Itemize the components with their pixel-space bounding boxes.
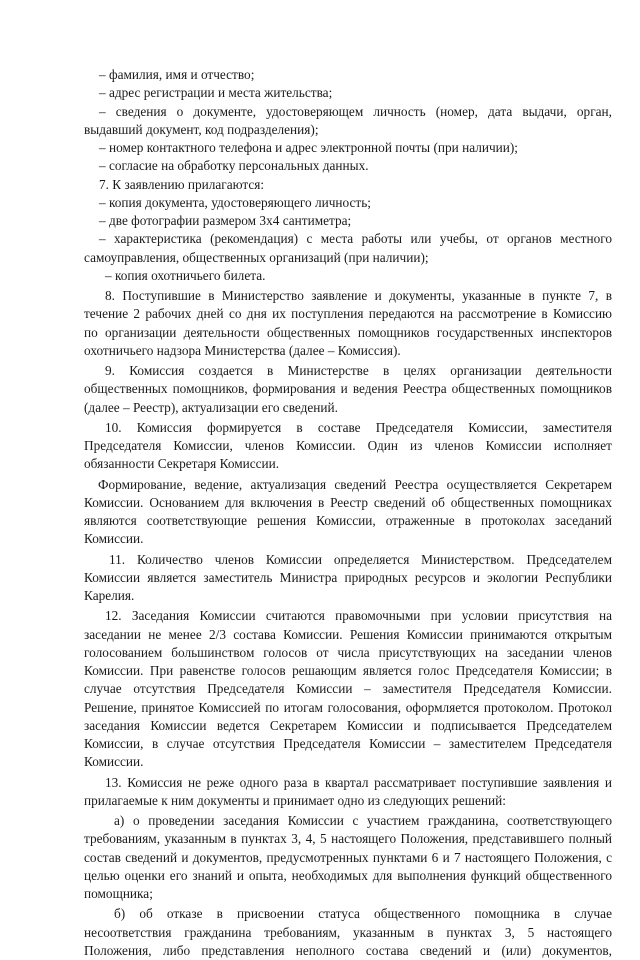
subitem-b-line: Положения, либо представления неполного состава сведений и (или) документов, [84, 942, 612, 958]
subitem-a-line: состав сведений и документов, предусмотренных пунктами 6 и 7 настоящего Положения, с [84, 849, 612, 865]
paragraph-8-line: по организации деятельности общественных помощников государственных инспекторов [84, 324, 612, 340]
subitem-a-line: требованиям, указанным в пунктах 3, 4, 5 настоящего Положения, представившего полный [84, 831, 612, 847]
paragraph-8-line: охотничьего надзора Министерства (далее – Комиссия). [84, 342, 401, 358]
subitem-b-line: несоответствия гражданина требованиям, указанным в пунктах 3, 5 настоящего [84, 924, 612, 940]
subitem-a-line: а) о проведении заседания Комиссии с участием гражданина, соответствующего [114, 813, 612, 828]
subitem-b-line: б) об отказе в присвоении статуса общественного помощника в случае [114, 906, 612, 922]
section-heading: 7. К заявлению прилагаются: [99, 176, 265, 192]
paragraph-12-line: заседании не менее 2/3 состава Комиссии. Решения Комиссии принимаются открытым [84, 626, 612, 642]
paragraph-8-line: течение 2 рабочих дней со дня их поступления передаются на рассмотрение в Комиссию [84, 306, 612, 322]
paragraph-12-line: Комиссии. При равенстве голосов решающим является голос Председателя Комиссии; в [84, 663, 612, 678]
paragraph-11-line: 11. Количество членов Комиссии определяется Министерством. Председателем [109, 551, 612, 567]
paragraph-12-line: 12. Заседания Комиссии считаются правомочными при условии присутствия на [105, 608, 612, 624]
list-item: – фамилия, имя и отчество; [99, 67, 255, 82]
paragraph-9-line: (далее – Реестр), актуализации его сведений. [84, 399, 338, 415]
paragraph-12-line: случае отсутствия Председателя Комиссии – заместителя Председателя Комиссии. [84, 681, 612, 697]
paragraph-10-line: Председателя Комиссии, членов Комиссии. Один из членов Комиссии исполняет [84, 438, 612, 453]
paragraph-12-line: голосованием большинством голосов от числа присутствующих на заседании членов [84, 644, 612, 660]
paragraph-9-line: общественных помощников, формирования и ведения Реестра общественных помощников [84, 381, 612, 397]
paragraph-12-line: Решение, принятое Комиссией по итогам голосования, оформляется протоколом. Протокол [84, 699, 612, 715]
paragraph-12-line: заседания Комиссии ведется Секретарем Комиссии и подписывается Председателем [84, 717, 612, 733]
paragraph-10b-line: являются соответствующие решения Комиссии, отраженные в протоколах заседаний [84, 513, 612, 528]
text-line: выдавший документ, код подразделения); [84, 121, 319, 137]
paragraph-13-line: 13. Комиссия не реже одного раза в квартал рассматривает поступившие заявления и [105, 774, 612, 790]
paragraph-10b-line: Формирование, ведение, актуализация сведений Реестра осуществляется Секретарем [98, 476, 612, 492]
paragraph-10b-line: Комиссии. [84, 531, 144, 547]
subitem-a-line: целью оценки его знаний и опыта, необходимых для выполнения функций общественного [84, 867, 612, 883]
list-item: – согласие на обработку персональных данных. [99, 158, 369, 174]
list-item: – характеристика (рекомендация) с места работы или учебы, от органов местного [99, 231, 612, 247]
paragraph-11-line: Комиссии является заместитель Министра природных ресурсов и экологии Республики [84, 569, 612, 585]
paragraph-12-line: Комиссии, в случае отсутствия Председателя Комиссии – заместителем Председателя [84, 736, 612, 751]
paragraph-8-line: 8. Поступившие в Министерство заявление и документы, указанные в пункте 7, в [105, 288, 612, 303]
text-line: самоуправления, общественных организаций (при наличии); [84, 249, 429, 265]
list-item: – сведения о документе, удостоверяющем личность (номер, дата выдачи, орган, [99, 103, 612, 119]
paragraph-12-line: Комиссии. [84, 754, 144, 770]
list-item: – две фотографии размером 3х4 сантиметра; [99, 213, 352, 228]
paragraph-9-line: 9. Комиссия создается в Министерстве в целях организации деятельности [105, 363, 612, 378]
paragraph-10b-line: Комиссии. Основанием для включения в Реестр сведений об общественных помощниках [84, 494, 612, 510]
paragraph-13-line: прилагаемые к ним документы и принимает одно из следующих решений: [84, 792, 506, 808]
list-item: – адрес регистрации и места жительства; [99, 85, 333, 101]
paragraph-11-line: Карелия. [84, 588, 135, 603]
list-item: – копия документа, удостоверяющего личность; [99, 194, 371, 210]
list-item: – номер контактного телефона и адрес электронной почты (при наличии); [99, 140, 519, 155]
paragraph-10-line: обязанности Секретаря Комиссии. [84, 456, 280, 472]
subitem-a-line: помощника; [84, 886, 153, 901]
paragraph-10-line: 10. Комиссия формируется в составе Председателя Комиссии, заместителя [105, 419, 612, 435]
list-item: – копия охотничьего билета. [105, 267, 266, 283]
